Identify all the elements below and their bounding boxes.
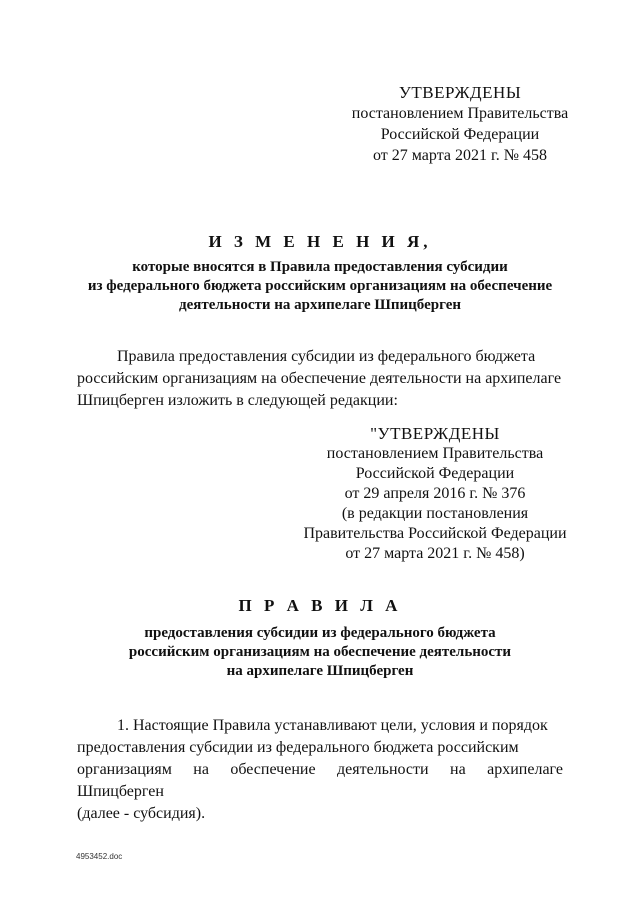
paragraph-line: организациям на обеспечение деятельности на архипелаге Шпицберген — [77, 761, 563, 800]
approval-line: постановлением Правительства — [326, 445, 544, 462]
approval-line: Российской Федерации — [355, 465, 515, 482]
approval-date-line: от 29 апреля 2016 г. № 376 — [344, 485, 526, 502]
changes-subtitle-line: из федерального бюджета российским организациям на обеспечение — [87, 278, 553, 294]
rules-subtitle-line: на архипелаге Шпицберген — [226, 663, 414, 679]
paragraph-line: (далее - субсидия). — [77, 805, 206, 822]
rules-subtitle-line: предоставления субсидии из федерального бюджета — [144, 625, 496, 641]
changes-subtitle-line: деятельности на архипелаге Шпицберген — [178, 297, 462, 313]
paragraph-line — [77, 715, 563, 737]
approval-block-inner — [300, 424, 570, 564]
paragraph-line-text: Правила предоставления субсидии из федерального бюджета — [117, 348, 536, 365]
changes-title: И З М Е Н Е Н И Я, — [208, 232, 432, 251]
rules-title: П Р А В И Л А — [238, 596, 402, 615]
paragraph-line: предоставления субсидии из федерального бюджета российским — [77, 739, 519, 756]
rules-subtitle — [0, 624, 640, 681]
clause-1-paragraph — [77, 715, 563, 825]
footer-doc-id: 4953452.doc — [76, 852, 123, 861]
approval-line: Российской Федерации — [380, 126, 540, 143]
changes-subtitle — [0, 258, 640, 315]
paragraph-line: российским организациям на обеспечение деятельности на архипелаге — [77, 370, 562, 387]
approval-date-line: от 27 марта 2021 г. № 458 — [373, 147, 547, 164]
approval-line: (в редакции постановления — [341, 505, 529, 522]
approval-date-line: от 27 марта 2021 г. № 458) — [345, 545, 525, 562]
rules-subtitle-line: российским организациям на обеспечение деятельности — [128, 644, 512, 660]
paragraph-line-text: 1. Настоящие Правила устанавливают цели, условия и порядок — [117, 717, 548, 734]
approval-heading: УТВЕРЖДЕНЫ — [398, 83, 522, 102]
approval-line: постановлением Правительства — [351, 105, 569, 122]
changes-subtitle-line: которые вносятся в Правила предоставления субсидии — [132, 259, 508, 275]
approval-line: Правительства Российской Федерации — [303, 525, 567, 542]
intro-paragraph — [77, 346, 563, 412]
approval-heading: "УТВЕРЖДЕНЫ — [370, 424, 500, 443]
paragraph-line: Шпицберген изложить в следующей редакции: — [77, 392, 398, 409]
paragraph-line — [77, 346, 563, 368]
approval-block-top — [340, 82, 580, 166]
